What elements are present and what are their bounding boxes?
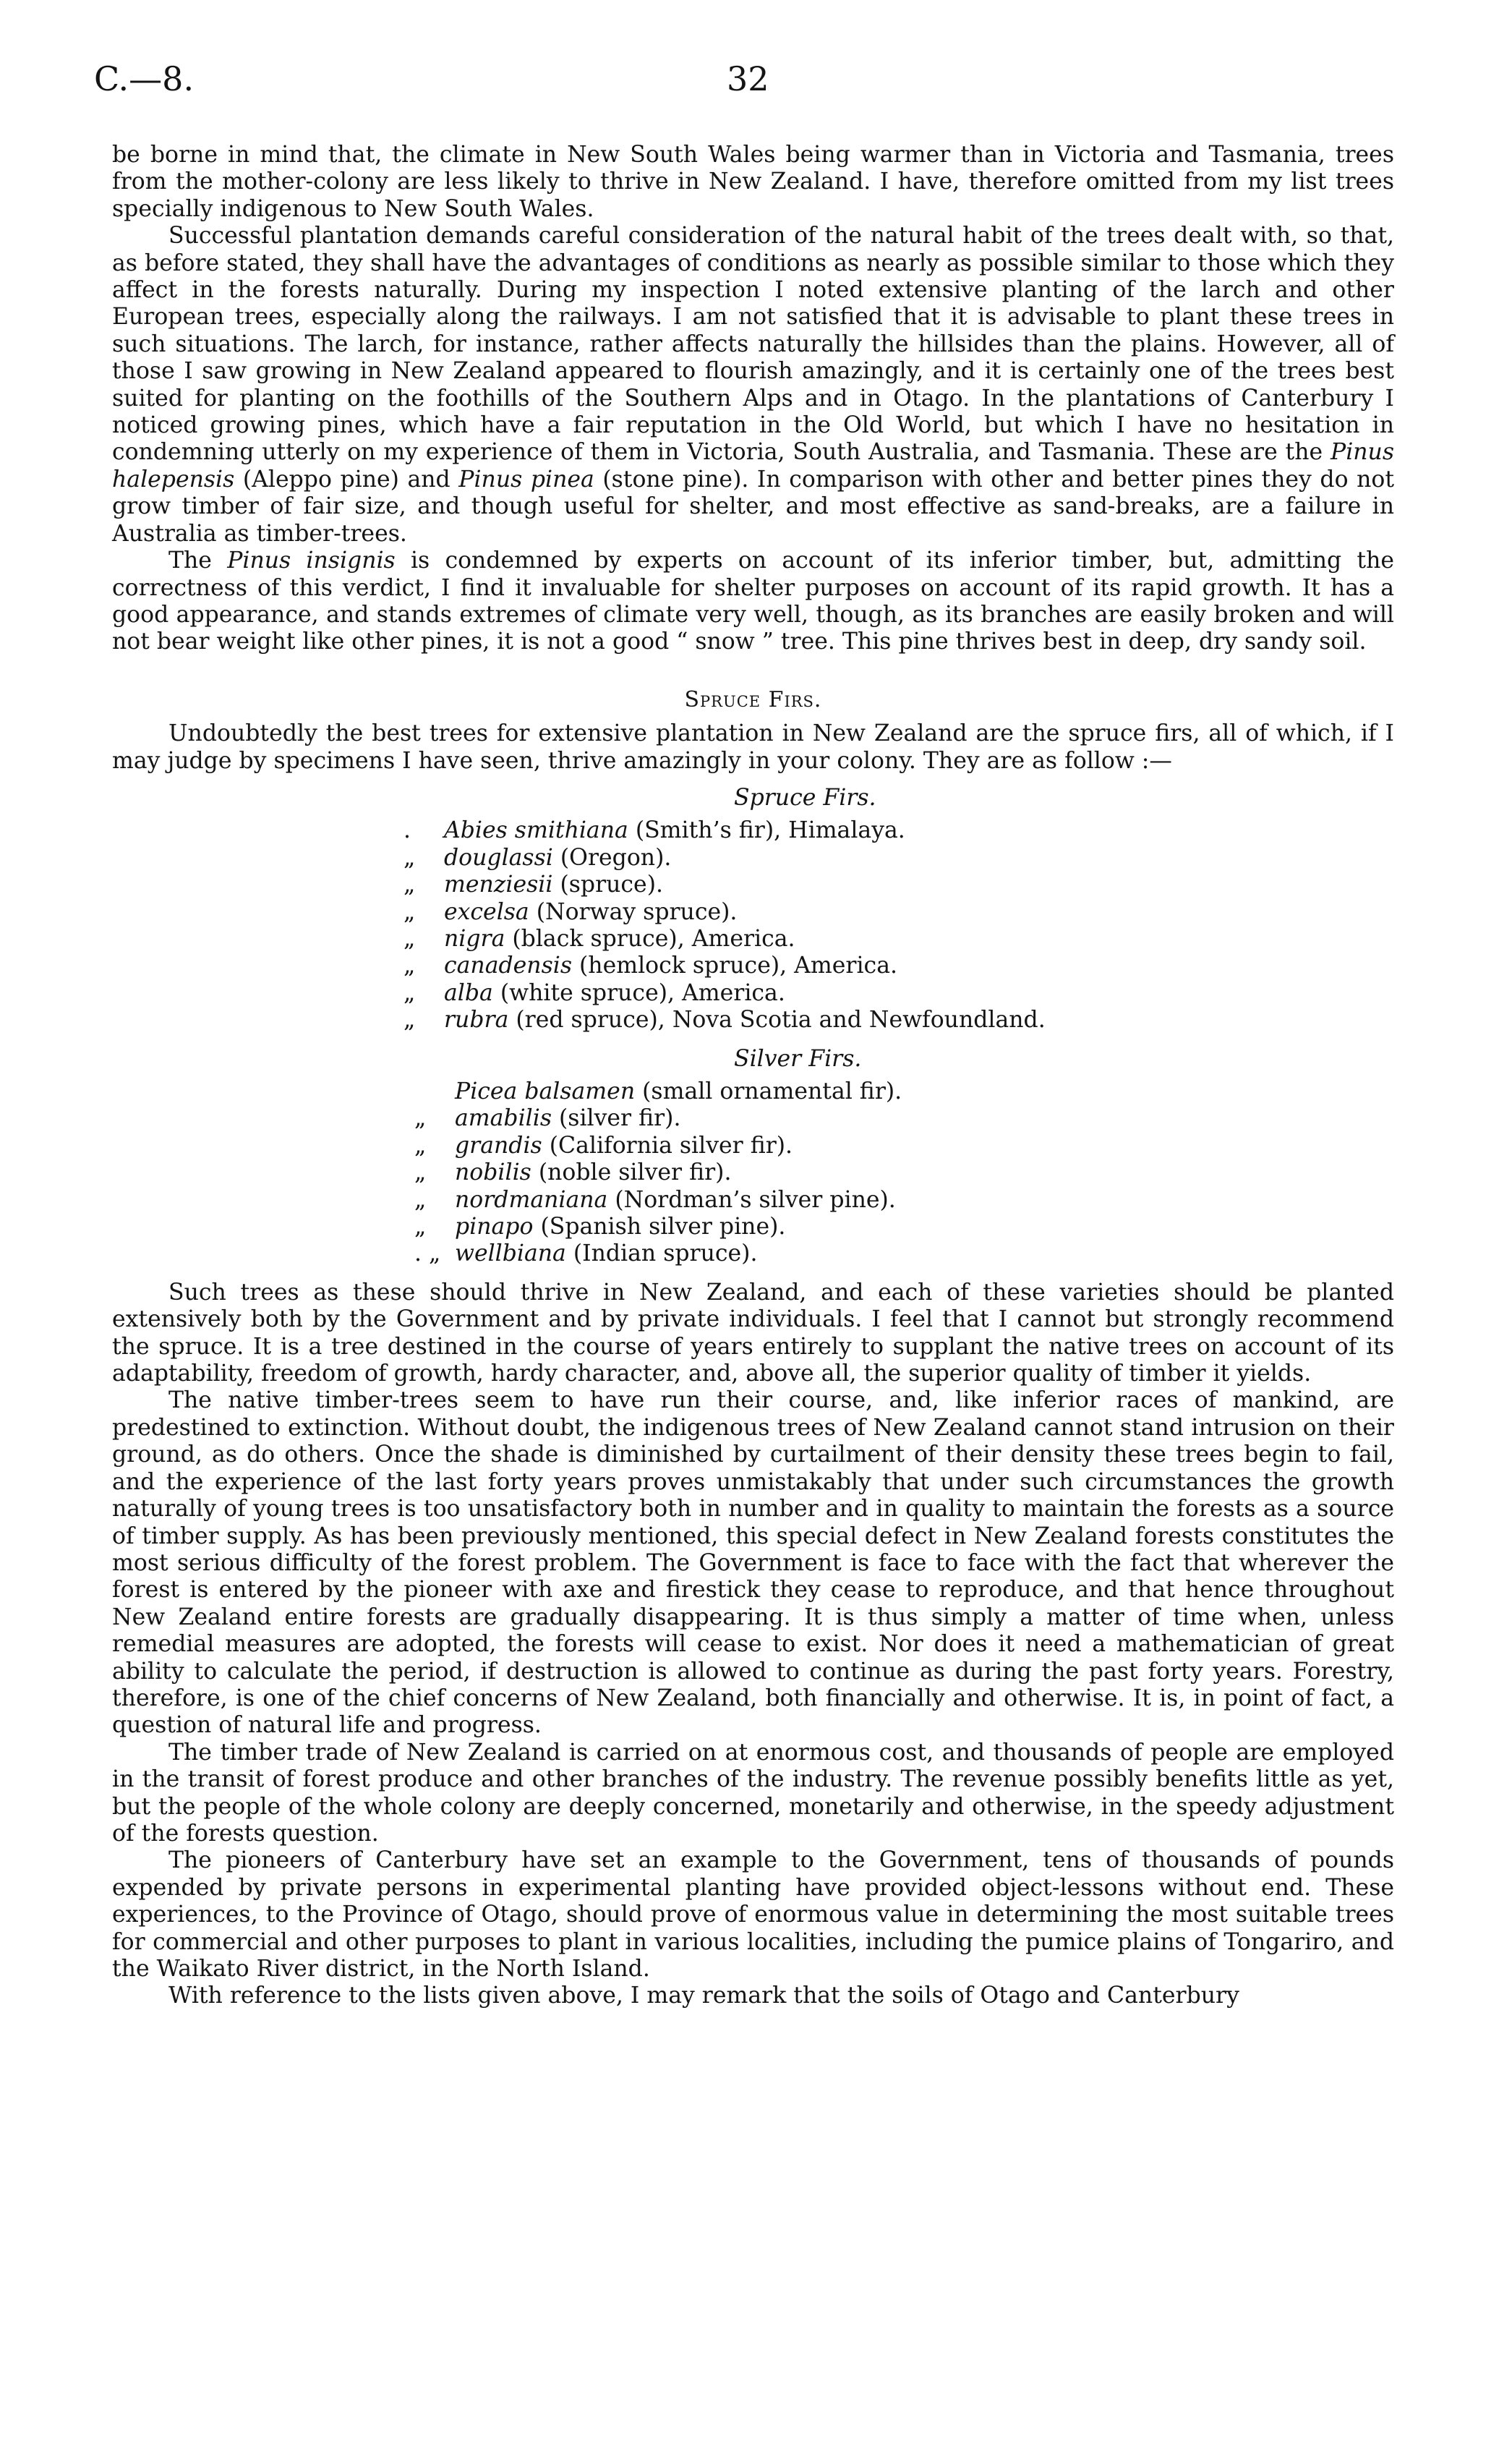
- species-name: douglassi: [444, 844, 553, 871]
- species-item: [398, 845, 1394, 872]
- species-description: (black spruce), America.: [512, 925, 795, 952]
- species-item: [398, 953, 1394, 979]
- species-name: Abies smithiana: [444, 817, 628, 844]
- paragraph-text: Successful plantation demands careful consideration of the natural habit of the trees dealt with, so that, as before stated, they shall have the advantages of conditions as nearly as possible similar to those which they affect in the forests naturally. During my inspection I noted extensive planting of the larch and other European trees, especially along the railways. I am not satisfied that it is advisable to plant these trees in such situations. The larch, for instance, rather affects naturally the hillsides than the plains. However, all of those I saw growing in New Zealand appeared to flourish amazingly, and it is certainly one of the trees best suited for planting on the foothills of the Southern Alps and in Otago. In the plantations of Canterbury I noticed growing pines, which have a fair reputation in the Old World, but which I have no hesitation in condemning utterly on my experience of them in Victoria, South Australia, and Tasmania. These are the: [112, 223, 1394, 466]
- species-item: [398, 926, 1394, 953]
- species-description: (California silver fir).: [549, 1132, 793, 1159]
- paragraph-text: (Aleppo pine) and: [242, 466, 450, 493]
- species-item: [409, 1240, 1394, 1267]
- species-item: [398, 980, 1394, 1007]
- paragraph: The pioneers of Canterbury have set an example to the Government, tens of thousands of pounds expended by private persons in experimental planting have provided object-lessons without end. These experiences, to the Province of Otago, should prove of enormous value in determining the most suitable trees for commercial and other purposes to plant in various localities, including the pumice plains of Tongariro, and the Waikato River district, in the North Island.: [112, 1847, 1394, 1982]
- ditto-mark: „: [403, 898, 416, 925]
- species-item: [398, 899, 1394, 926]
- species-name: pinapo: [455, 1214, 534, 1240]
- species-item: [398, 872, 1394, 898]
- species-name: alba: [444, 979, 493, 1006]
- paragraph: The native timber-trees seem to have run their course, and, like inferior races of mankind, are predestined to extinction. Without doubt, the indigenous trees of New Zealand cannot stand intrusion on their ground, as do others. Once the shade is diminished by curtailment of their density these trees begin to fail, and the experience of the last forty years proves unmistakably that under such circumstances the growth naturally of young trees is too unsatisfactory both in number and in quality to maintain the forests as a source of timber supply. As has been previously mentioned, this special defect in New Zealand forests constitutes the most serious difficulty of the forest problem. The Government is face to face with the fact that wherever the forest is entered by the pioneer with axe and firestick they cease to reproduce, and that hence throughout New Zealand entire forests are gradually disappearing. It is thus simply a matter of time when, unless remedial measures are adopted, the forests will cease to exist. Nor does it need a mathematician of great ability to calculate the period, if destruction is allowed to continue as during the past forty years. Forestry, therefore, is one of the chief concerns of New Zealand, both financially and otherwise. It is, in point of fact, a question of natural life and progress.: [112, 1387, 1394, 1739]
- species-description: (small ornamental fir).: [642, 1078, 902, 1104]
- italic-term: Pinus halepensis: [112, 439, 1395, 493]
- species-list: [409, 1078, 1394, 1268]
- species-item: [398, 817, 1394, 844]
- species-description: (red spruce), Nova Scotia and Newfoundland.: [516, 1007, 1046, 1034]
- paragraph: [112, 548, 1394, 656]
- species-description: (Nordman’s silver pine).: [615, 1186, 896, 1213]
- ditto-mark: . „: [414, 1240, 441, 1267]
- page-number: 32: [727, 59, 769, 98]
- species-name: canadensis: [444, 953, 572, 979]
- section-heading: Spruce Firs.: [684, 686, 822, 712]
- ditto-mark: „: [414, 1105, 427, 1132]
- body-text: [112, 142, 1394, 2010]
- ditto-mark: „: [414, 1214, 427, 1240]
- ditto-mark: „: [403, 925, 416, 952]
- ditto-mark: „: [414, 1132, 427, 1159]
- species-list: [398, 817, 1394, 1034]
- ditto-mark: .: [403, 817, 411, 844]
- species-item: [409, 1159, 1394, 1186]
- ditto-mark: „: [403, 953, 416, 979]
- species-description: (Smith’s fir), Himalaya.: [635, 817, 905, 844]
- ditto-mark: „: [403, 872, 416, 898]
- species-name: excelsa: [444, 898, 529, 925]
- species-item: [409, 1105, 1394, 1132]
- page-header: [94, 59, 1394, 110]
- species-item: [409, 1133, 1394, 1159]
- species-description: (Oregon).: [560, 844, 672, 871]
- ditto-mark: „: [403, 844, 416, 871]
- paragraph: With reference to the lists given above, I may remark that the soils of Otago and Canterbury: [168, 1983, 1239, 2009]
- species-name: rubra: [444, 1007, 509, 1034]
- species-description: (Indian spruce).: [573, 1240, 758, 1267]
- paragraph-text: The: [168, 548, 212, 574]
- silver-firs-list: [409, 1046, 1394, 1268]
- paragraph: Such trees as these should thrive in New Zealand, and each of these varieties should be planted extensively both by the Government and by private individuals. I feel that I cannot but strongly recommend the spruce. It is a tree destined in the course of years entirely to supplant the native trees on account of its adaptability, freedom of growth, hardy character, and, above all, the superior quality of timber it yields.: [112, 1279, 1394, 1387]
- species-description: (noble silver fir).: [538, 1159, 732, 1186]
- ditto-mark: „: [403, 1007, 416, 1034]
- paragraph-text: (stone pine). In comparison with other and better pines they do not grow timber of fair size, and though useful for shelter, and most effective as sand-breaks, are a failure in Australia as timber-trees.: [112, 466, 1394, 547]
- species-description: (Norway spruce).: [536, 898, 738, 925]
- species-name: amabilis: [455, 1105, 552, 1132]
- paragraph-text: is condemned by experts on account of its inferior timber, but, admitting the correctness of this verdict, I find it invaluable for shelter purposes on account of its rapid growth. It has a good appearance, and stands extremes of climate very well, though, as its branches are easily broken and will not bear weight like other pines, it is not a good “ snow ” tree. This pine thrives best in deep, dry sandy soil.: [112, 548, 1394, 655]
- species-item: [409, 1214, 1394, 1240]
- italic-term: Pinus pinea: [458, 466, 594, 493]
- list-subheading: Silver Firs.: [734, 1045, 862, 1072]
- species-description: (Spanish silver pine).: [540, 1214, 786, 1240]
- ditto-mark: „: [403, 979, 416, 1006]
- species-description: (hemlock spruce), America.: [579, 953, 897, 979]
- species-name: nigra: [444, 925, 505, 952]
- paragraph: Undoubtedly the best trees for extensive plantation in New Zealand are the spruce firs, all of which, if I may judge by specimens I have seen, thrive amazingly in your colony. They are as follow :—: [112, 720, 1394, 774]
- document-reference: C.—8.: [94, 59, 195, 98]
- species-description: (spruce).: [560, 872, 664, 898]
- ditto-mark: „: [414, 1186, 427, 1213]
- paragraph: The timber trade of New Zealand is carried on at enormous cost, and thousands of people are employed in the transit of forest produce and other branches of the industry. The revenue possibly benefits little as yet, but the people of the whole colony are deeply concerned, monetarily and otherwise, in the speedy adjustment of the forests question.: [112, 1739, 1394, 1847]
- species-name: menziesii: [444, 872, 553, 898]
- species-description: (silver fir).: [559, 1105, 681, 1132]
- species-description: (white spruce), America.: [500, 979, 785, 1006]
- species-item: [409, 1078, 1394, 1105]
- ditto-mark: „: [414, 1159, 427, 1186]
- species-name: wellbiana: [455, 1240, 566, 1267]
- italic-term: Pinus insignis: [227, 548, 396, 574]
- species-item: [398, 1007, 1394, 1034]
- spruce-firs-list: [398, 785, 1394, 1034]
- species-name: grandis: [455, 1132, 542, 1159]
- paragraph: be borne in mind that, the climate in New South Wales being warmer than in Victoria and Tasmania, trees from the mother-colony are less likely to thrive in New Zealand. I have, therefore omitted from my list trees specially indigenous to New South Wales.: [112, 142, 1394, 222]
- species-item: [409, 1187, 1394, 1214]
- species-name: nobilis: [455, 1159, 531, 1186]
- list-subheading: Spruce Firs.: [734, 784, 876, 811]
- species-name: nordmaniana: [455, 1186, 608, 1213]
- paragraph: [112, 223, 1394, 548]
- species-name: Picea balsamen: [455, 1078, 636, 1104]
